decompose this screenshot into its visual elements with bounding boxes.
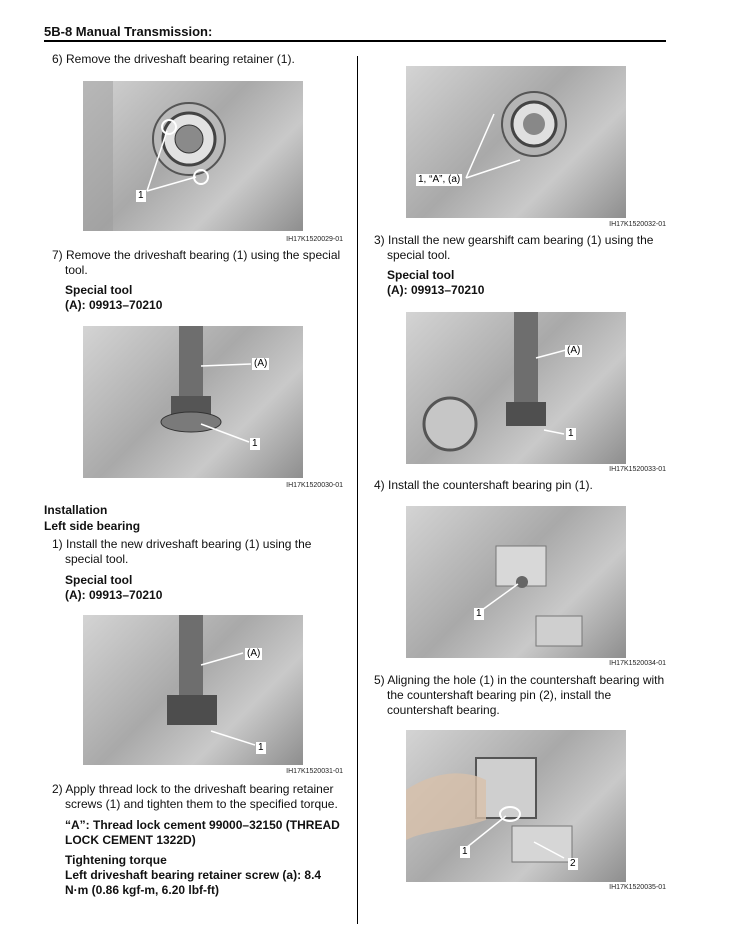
callout-1: 1: [476, 608, 482, 619]
special-tool-value: (A): 09913–70210: [65, 298, 163, 312]
special-tool-value: (A): 09913–70210: [65, 588, 163, 602]
step-6: 6) Remove the driveshaft bearing retainer (1).: [52, 52, 295, 66]
image-caption: IH17K1520029-01: [286, 236, 343, 243]
image-caption: IH17K1520035-01: [609, 884, 666, 891]
step-2-line-1: 2) Apply thread lock to the driveshaft bearing retainer: [52, 782, 334, 796]
step-4: 4) Install the countershaft bearing pin (1).: [374, 478, 593, 492]
special-tool-title: Special tool: [387, 268, 455, 282]
page-header: 5B-8 Manual Transmission:: [44, 24, 213, 39]
thread-lock-line-2: LOCK CEMENT 1322D): [65, 833, 196, 847]
step-2-line-2: screws (1) and tighten them to the specified torque.: [65, 797, 338, 811]
special-tool-value: (A): 09913–70210: [387, 283, 485, 297]
callout-1: 1: [568, 428, 574, 439]
photo-bearing-removal: [83, 326, 303, 478]
callout-a: (A): [567, 345, 581, 356]
callout-1: 1: [252, 438, 258, 449]
image-caption: IH17K1520032-01: [609, 221, 666, 228]
photo-retainer-screws: [406, 66, 626, 218]
special-tool-title: Special tool: [65, 573, 133, 587]
thread-lock-line-1: “A”: Thread lock cement 99000–32150 (THREAD: [65, 818, 340, 832]
subsection-left-side-bearing: Left side bearing: [44, 519, 141, 533]
callout-1: 1: [138, 190, 144, 201]
callout-a: (A): [254, 358, 268, 369]
photo-bearing-install: [83, 615, 303, 765]
column-divider: [357, 56, 358, 924]
callout-2: 2: [570, 858, 576, 869]
step-1-line-2: special tool.: [65, 552, 129, 566]
special-tool-title: Special tool: [65, 283, 133, 297]
photo-bearing-retainer: [83, 81, 303, 231]
image-caption: IH17K1520033-01: [609, 466, 666, 473]
torque-line-2: N·m (0.86 kgf-m, 6.20 lbf-ft): [65, 883, 220, 897]
callout-a: (A): [247, 648, 261, 659]
image-caption: IH17K1520034-01: [609, 660, 666, 667]
header-rule: [44, 40, 666, 42]
step-7-line-2: tool.: [65, 263, 88, 277]
photo-countershaft-bearing: [406, 730, 626, 882]
step-5-line-2: the countershaft bearing pin (2), install the: [387, 688, 612, 702]
step-3-line-2: special tool.: [387, 248, 451, 262]
photo-countershaft-pin: [406, 506, 626, 658]
image-caption: IH17K1520030-01: [286, 482, 343, 489]
step-1-line-1: 1) Install the new driveshaft bearing (1) using the: [52, 537, 312, 551]
step-7-line-1: 7) Remove the driveshaft bearing (1) using the special: [52, 248, 341, 262]
torque-title: Tightening torque: [65, 853, 167, 867]
callout-1: 1: [462, 846, 468, 857]
photo-gearshift-cam-bearing: [406, 312, 626, 464]
torque-line-1: Left driveshaft bearing retainer screw (a): 8.4: [65, 868, 322, 882]
step-5-line-3: countershaft bearing.: [387, 703, 500, 717]
step-5-line-1: 5) Aligning the hole (1) in the countershaft bearing with: [374, 673, 665, 687]
callout-1: 1: [258, 742, 264, 753]
image-caption: IH17K1520031-01: [286, 768, 343, 775]
section-installation: Installation: [44, 503, 108, 517]
callout-1-a-a: 1, “A”, (a): [418, 174, 461, 185]
step-3-line-1: 3) Install the new gearshift cam bearing (1) using the: [374, 233, 654, 247]
